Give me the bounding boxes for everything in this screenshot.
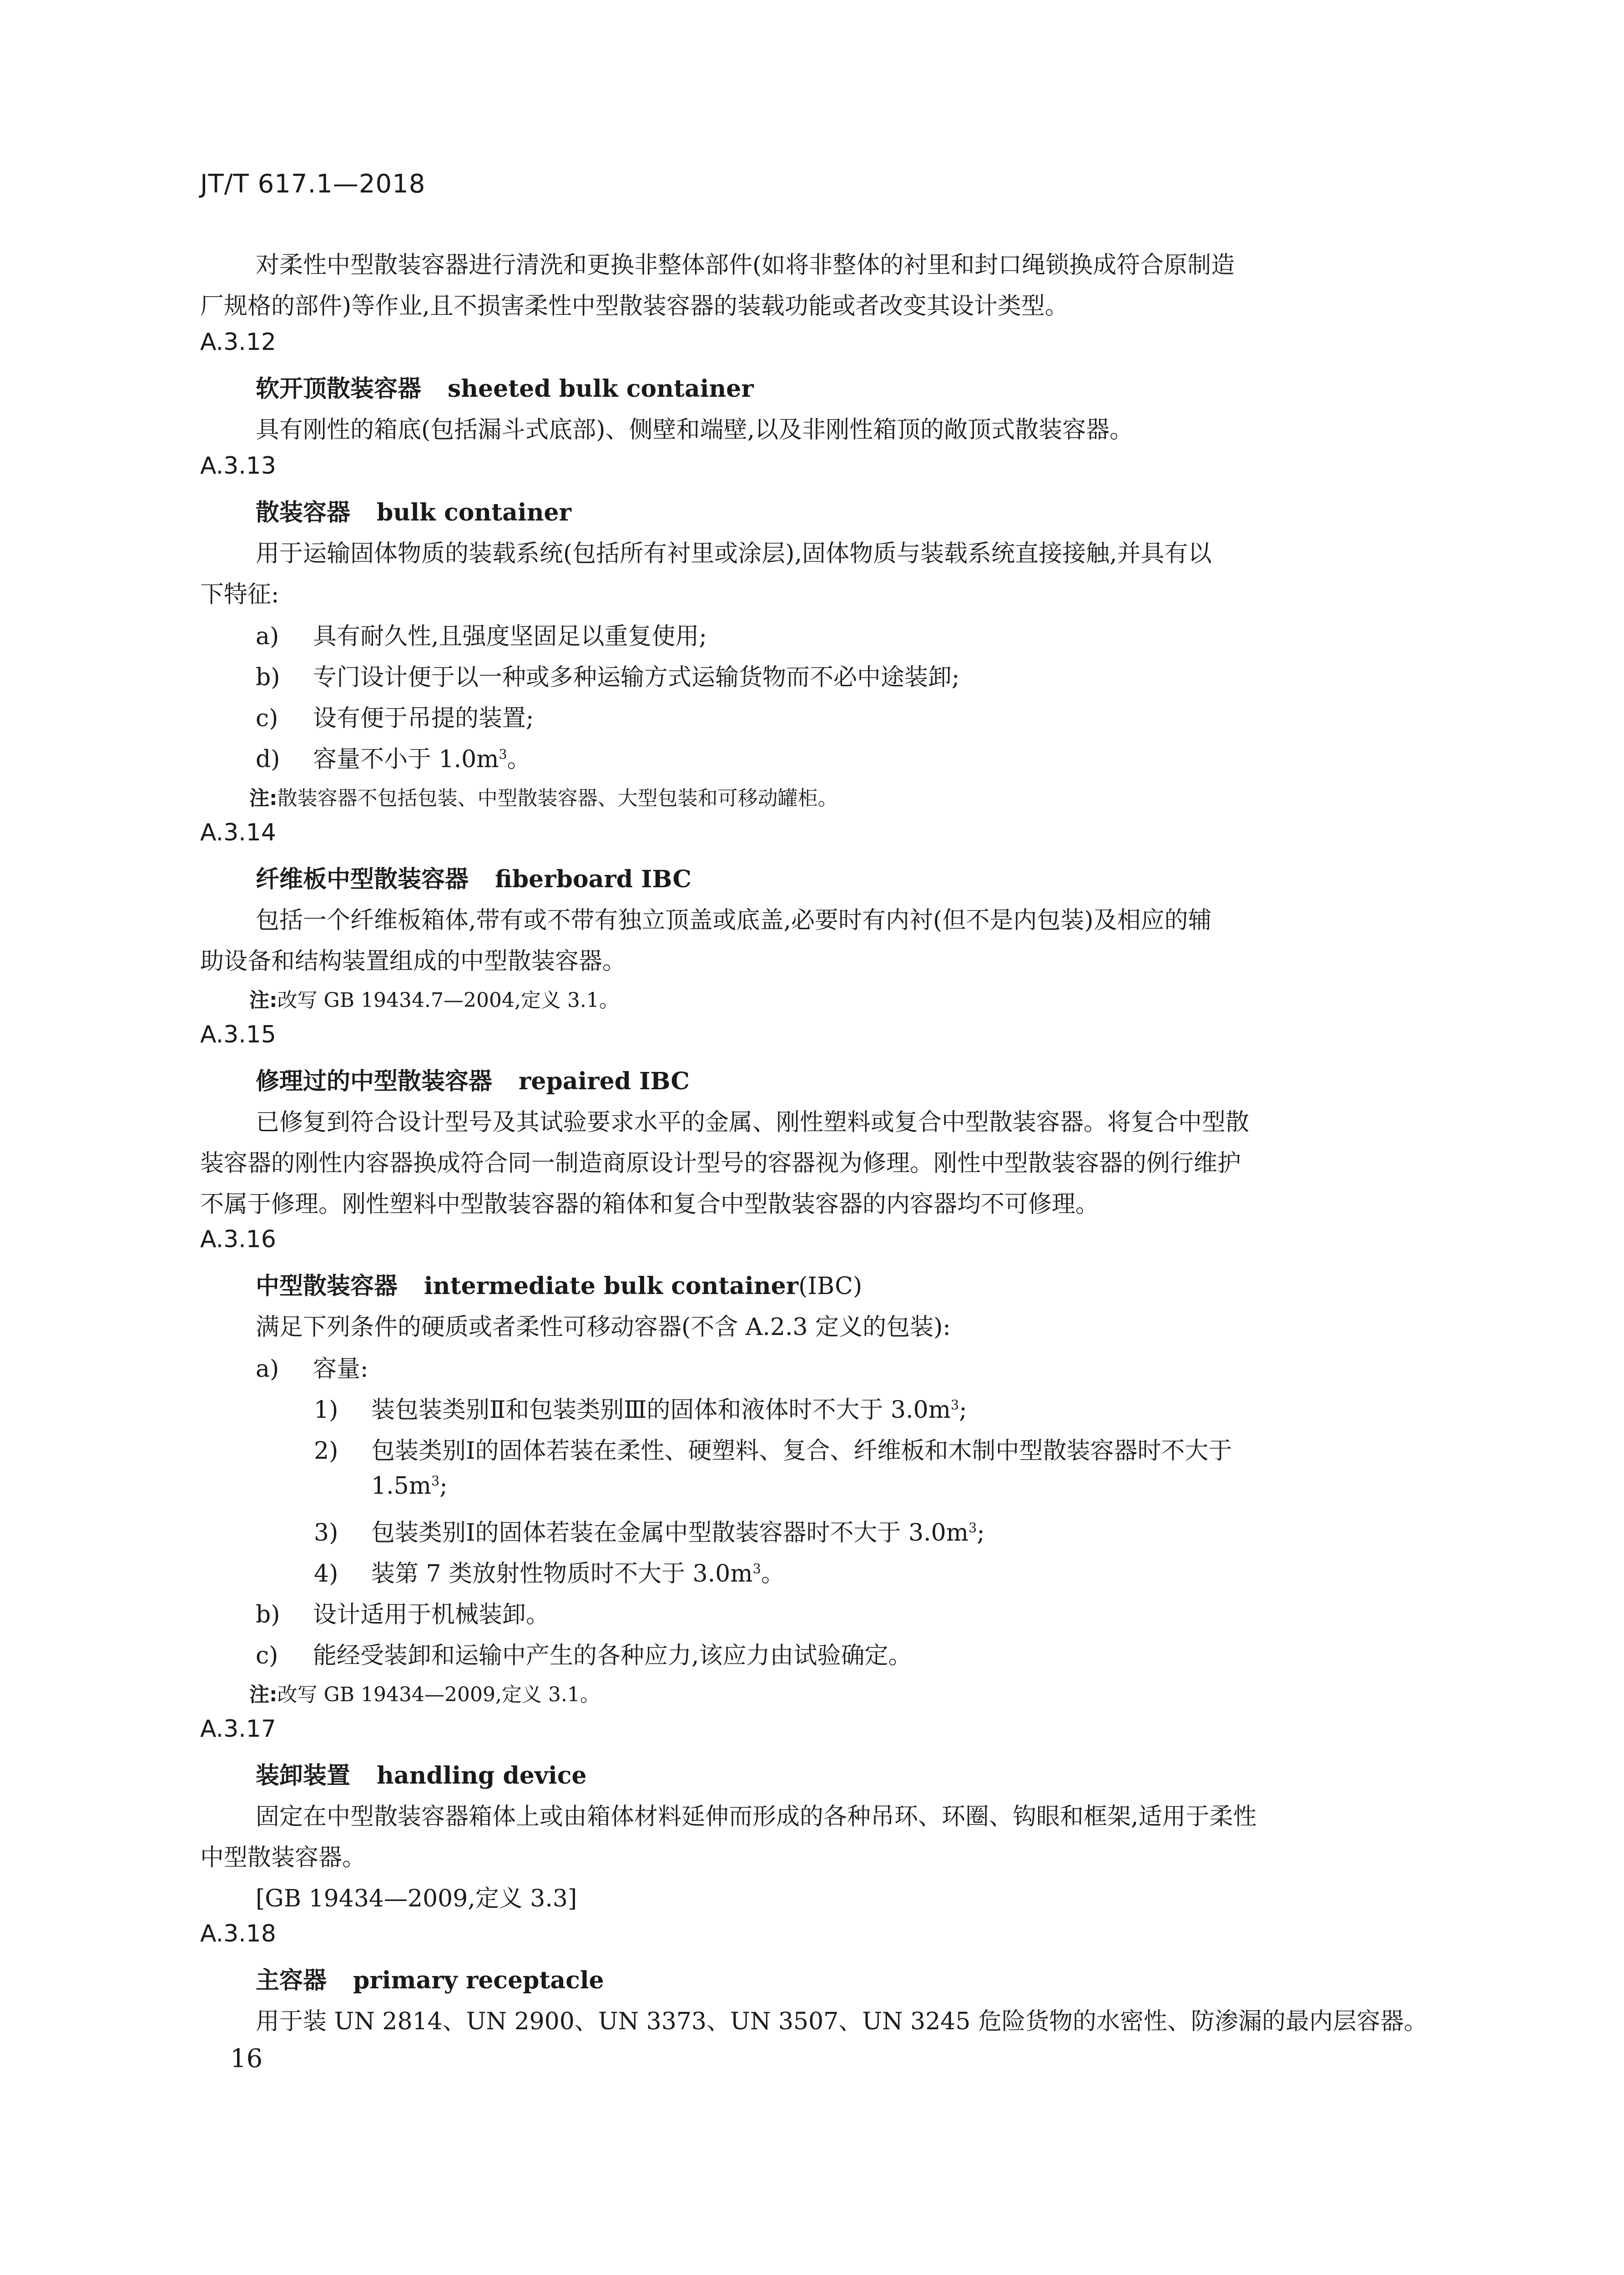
term-heading xyxy=(256,493,571,527)
clause-number: A.3.18 xyxy=(200,1920,276,1947)
sublist-item xyxy=(314,1390,967,1425)
definition-line: 具有刚性的箱底(包括漏斗式底部)、侧壁和端壁,以及非刚性箱顶的敞顶式散装容器。 xyxy=(256,416,1134,444)
term-chinese: 散装容器 xyxy=(256,499,351,526)
list-text: 专门设计便于以一种或多种运输方式运输货物而不必中途装卸; xyxy=(313,664,960,691)
page-number: 16 xyxy=(230,2044,263,2073)
list-text: 具有耐久性,且强度坚固足以重复使用; xyxy=(313,623,707,650)
source-reference: [GB 19434—2009,定义 3.3] xyxy=(256,1885,577,1912)
list-item xyxy=(256,1350,368,1384)
term-heading xyxy=(256,1961,604,1995)
list-item xyxy=(256,658,960,692)
list-text-end: 。 xyxy=(507,746,531,773)
term-english: sheeted bulk container xyxy=(448,375,754,403)
list-label: c) xyxy=(256,705,278,732)
term-chinese: 主容器 xyxy=(256,1967,327,1994)
definition-line: 用于装 UN 2814、UN 2900、UN 3373、UN 3507、UN 3245 危险货物的水密性、防渗漏的最内层容器。 xyxy=(256,2008,1428,2035)
list-label: c) xyxy=(256,1642,278,1669)
list-label: a) xyxy=(256,1355,279,1383)
term-english: primary receptacle xyxy=(353,1967,604,1994)
superscript: 3 xyxy=(431,1473,440,1489)
definition-line: 下特征: xyxy=(200,581,279,608)
term-english: repaired IBC xyxy=(519,1067,690,1095)
clause-number: A.3.17 xyxy=(200,1715,276,1743)
list-label: 2) xyxy=(314,1437,338,1465)
clause-number: A.3.12 xyxy=(200,329,276,356)
term-chinese: 纤维板中型散装容器 xyxy=(256,865,469,893)
superscript: 3 xyxy=(499,746,507,762)
term-heading xyxy=(256,1267,862,1301)
term-heading xyxy=(256,860,691,894)
list-text: 包装类别Ⅰ的固体若装在柔性、硬塑料、复合、纤维板和木制中型散装容器时不大于 xyxy=(371,1437,1232,1465)
definition-line: 用于运输固体物质的装载系统(包括所有衬里或涂层),固体物质与装载系统直接接触,并具有以 xyxy=(256,540,1212,567)
paragraph-line: 厂规格的部件)等作业,且不损害柔性中型散装容器的装载功能或者改变其设计类型。 xyxy=(200,293,1069,320)
sublist-item xyxy=(314,1513,985,1547)
list-text-end: 。 xyxy=(761,1560,785,1587)
list-label: a) xyxy=(256,623,279,650)
paragraph-line: 对柔性中型散装容器进行清洗和更换非整体部件(如将非整体的衬里和封口绳锁换成符合原制造 xyxy=(256,252,1235,279)
superscript: 3 xyxy=(752,1561,761,1577)
superscript: 3 xyxy=(968,1520,977,1536)
list-text-end: ; xyxy=(439,1472,448,1500)
note xyxy=(249,1678,600,1707)
term-heading xyxy=(256,1756,587,1790)
definition-line: 不属于修理。刚性塑料中型散装容器的箱体和复合中型散装容器的内容器均不可修理。 xyxy=(200,1191,1099,1218)
definition-line: 助设备和结构装置组成的中型散装容器。 xyxy=(200,948,626,975)
term-heading xyxy=(256,369,754,404)
sublist-item xyxy=(314,1554,785,1588)
sublist-item-continuation xyxy=(371,1472,448,1500)
definition-line: 满足下列条件的硬质或者柔性可移动容器(不含 A.2.3 定义的包装): xyxy=(256,1314,951,1341)
term-chinese: 装卸装置 xyxy=(256,1762,351,1790)
note-text: 改写 GB 19434.7—2004,定义 3.1。 xyxy=(277,989,619,1012)
list-text: 包装类别Ⅰ的固体若装在金属中型散装容器时不大于 3.0m xyxy=(371,1519,969,1547)
list-text-end: ; xyxy=(977,1519,985,1547)
list-text: 设有便于吊提的装置; xyxy=(313,705,534,732)
term-english: fiberboard IBC xyxy=(495,865,691,893)
clause-number: A.3.16 xyxy=(200,1226,276,1253)
list-label: d) xyxy=(256,746,280,773)
list-text: 装包装类别Ⅱ和包装类别Ⅲ的固体和液体时不大于 3.0m xyxy=(371,1396,951,1424)
list-text: 能经受装卸和运输中产生的各种应力,该应力由试验确定。 xyxy=(313,1642,912,1669)
definition-line: 包括一个纤维板箱体,带有或不带有独立顶盖或底盖,必要时有内衬(但不是内包装)及相应的辅 xyxy=(256,907,1212,934)
list-text: 容量不小于 1.0m xyxy=(313,746,499,773)
term-chinese: 中型散装容器 xyxy=(256,1272,398,1300)
note-label: 注: xyxy=(249,989,277,1012)
term-chinese: 软开顶散装容器 xyxy=(256,375,422,403)
list-item xyxy=(256,740,531,774)
list-text-end: ; xyxy=(959,1396,967,1424)
definition-line: 中型散装容器。 xyxy=(200,1844,366,1871)
list-item xyxy=(256,1595,550,1629)
list-label: 1) xyxy=(314,1396,338,1424)
definition-line: 装容器的刚性内容器换成符合同一制造商原设计型号的容器视为修理。刚性中型散装容器的例行维护 xyxy=(200,1150,1241,1177)
list-text: 装第 7 类放射性物质时不大于 3.0m xyxy=(371,1560,753,1587)
note xyxy=(249,984,619,1013)
clause-number: A.3.15 xyxy=(200,1021,276,1048)
note xyxy=(249,782,838,811)
list-text: 设计适用于机械装卸。 xyxy=(313,1601,550,1628)
note-label: 注: xyxy=(249,787,277,810)
list-label: b) xyxy=(256,1601,280,1628)
superscript: 3 xyxy=(951,1397,959,1413)
list-label: 3) xyxy=(314,1519,338,1547)
list-text: 1.5m xyxy=(371,1472,432,1500)
list-item xyxy=(256,1636,912,1670)
list-label: 4) xyxy=(314,1560,338,1587)
clause-number: A.3.13 xyxy=(200,452,276,480)
note-text: 改写 GB 19434—2009,定义 3.1。 xyxy=(277,1683,600,1706)
term-chinese: 修理过的中型散装容器 xyxy=(256,1067,493,1095)
definition-line: 固定在中型散装容器箱体上或由箱体材料延伸而形成的各种吊环、环圈、钩眼和框架,适用于柔性 xyxy=(256,1803,1257,1830)
list-text: 容量: xyxy=(313,1355,368,1383)
clause-number: A.3.14 xyxy=(200,819,276,846)
sublist-item xyxy=(314,1431,1232,1466)
note-label: 注: xyxy=(249,1683,277,1706)
term-english: handling device xyxy=(377,1762,587,1790)
term-english: intermediate bulk container xyxy=(424,1272,799,1300)
term-heading xyxy=(256,1062,690,1096)
list-label: b) xyxy=(256,664,280,691)
term-abbreviation: (IBC) xyxy=(798,1273,862,1300)
list-item xyxy=(256,699,534,733)
list-item xyxy=(256,617,707,651)
definition-line: 已修复到符合设计型号及其试验要求水平的金属、刚性塑料或复合中型散装容器。将复合中型散 xyxy=(256,1109,1250,1136)
term-english: bulk container xyxy=(377,499,571,526)
note-text: 散装容器不包括包装、中型散装容器、大型包装和可移动罐柜。 xyxy=(277,787,838,810)
page-header-standard-code: JT/T 617.1—2018 xyxy=(200,169,426,199)
